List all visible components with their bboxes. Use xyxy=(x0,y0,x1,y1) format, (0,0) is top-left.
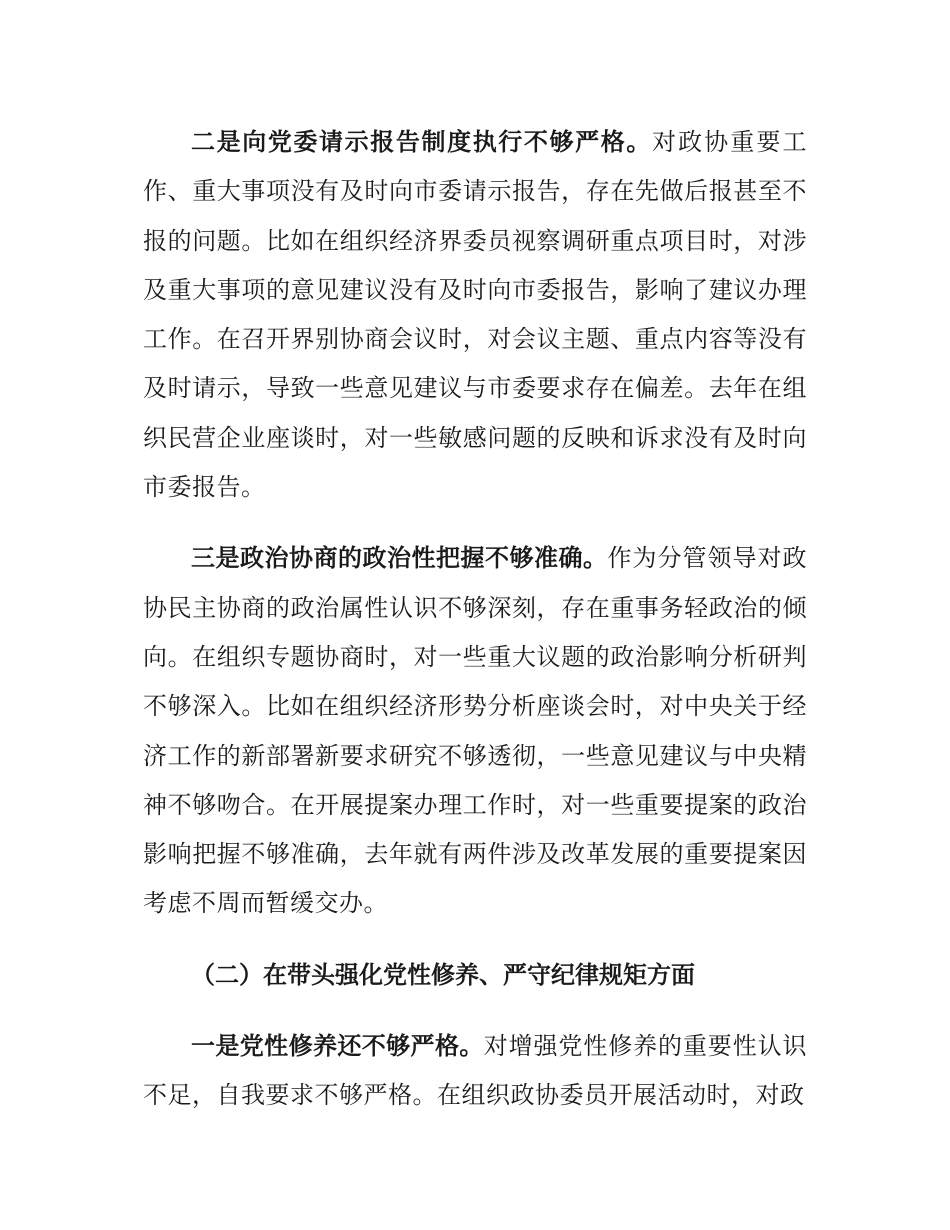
document-page xyxy=(143,118,807,1121)
paragraph-body: 对增强党性修养的重要性认识不足，自我要求不够严格。在组织政协委员开展活动时，对政 xyxy=(143,1032,807,1110)
paragraph-body: 对政协重要工作、重大事项没有及时向市委请示报告，存在先做后报甚至不报的问题。比如在组织经济界委员视察调研重点项目时，对涉及重大事项的意见建议没有及时向市委报告，影响了建议办理工作。在召开界别协商会议时，对会议主题、重点内容等没有及时请示，导致一些意见建议与市委要求存在偏差。去年在组织民营企业座谈时，对一些敏感问题的反映和诉求没有及时向市委报告。 xyxy=(143,128,808,502)
section-heading: （二）在带头强化党性修养、严守纪律规矩方面 xyxy=(191,960,695,989)
paragraph-body: 作为分管领导对政协民主协商的政治属性认识不够深刻，存在重事务轻政治的倾向。在组织专题协商时，对一些重大议题的政治影响分析研判不够深入。比如在组织经济形势分析座谈会时，对中央关于经济工作的新部署新要求研究不够透彻，一些意见建议与中央精神不够吻合。在开展提案办理工作时，对一些重要提案的政治影响把握不够准确，去年就有两件涉及改革发展的重要提案因考虑不周而暂缓交办。 xyxy=(143,544,807,918)
paragraph-party-reporting xyxy=(143,118,807,512)
paragraph-political-consultation xyxy=(143,534,807,928)
paragraph-lead: 一是党性修养还不够严格。 xyxy=(191,1032,484,1061)
paragraph-party-spirit xyxy=(143,1022,807,1121)
paragraph-lead: 三是政治协商的政治性把握不够准确。 xyxy=(191,544,608,573)
paragraph-lead: 二是向党委请示报告制度执行不够严格。 xyxy=(191,128,652,156)
